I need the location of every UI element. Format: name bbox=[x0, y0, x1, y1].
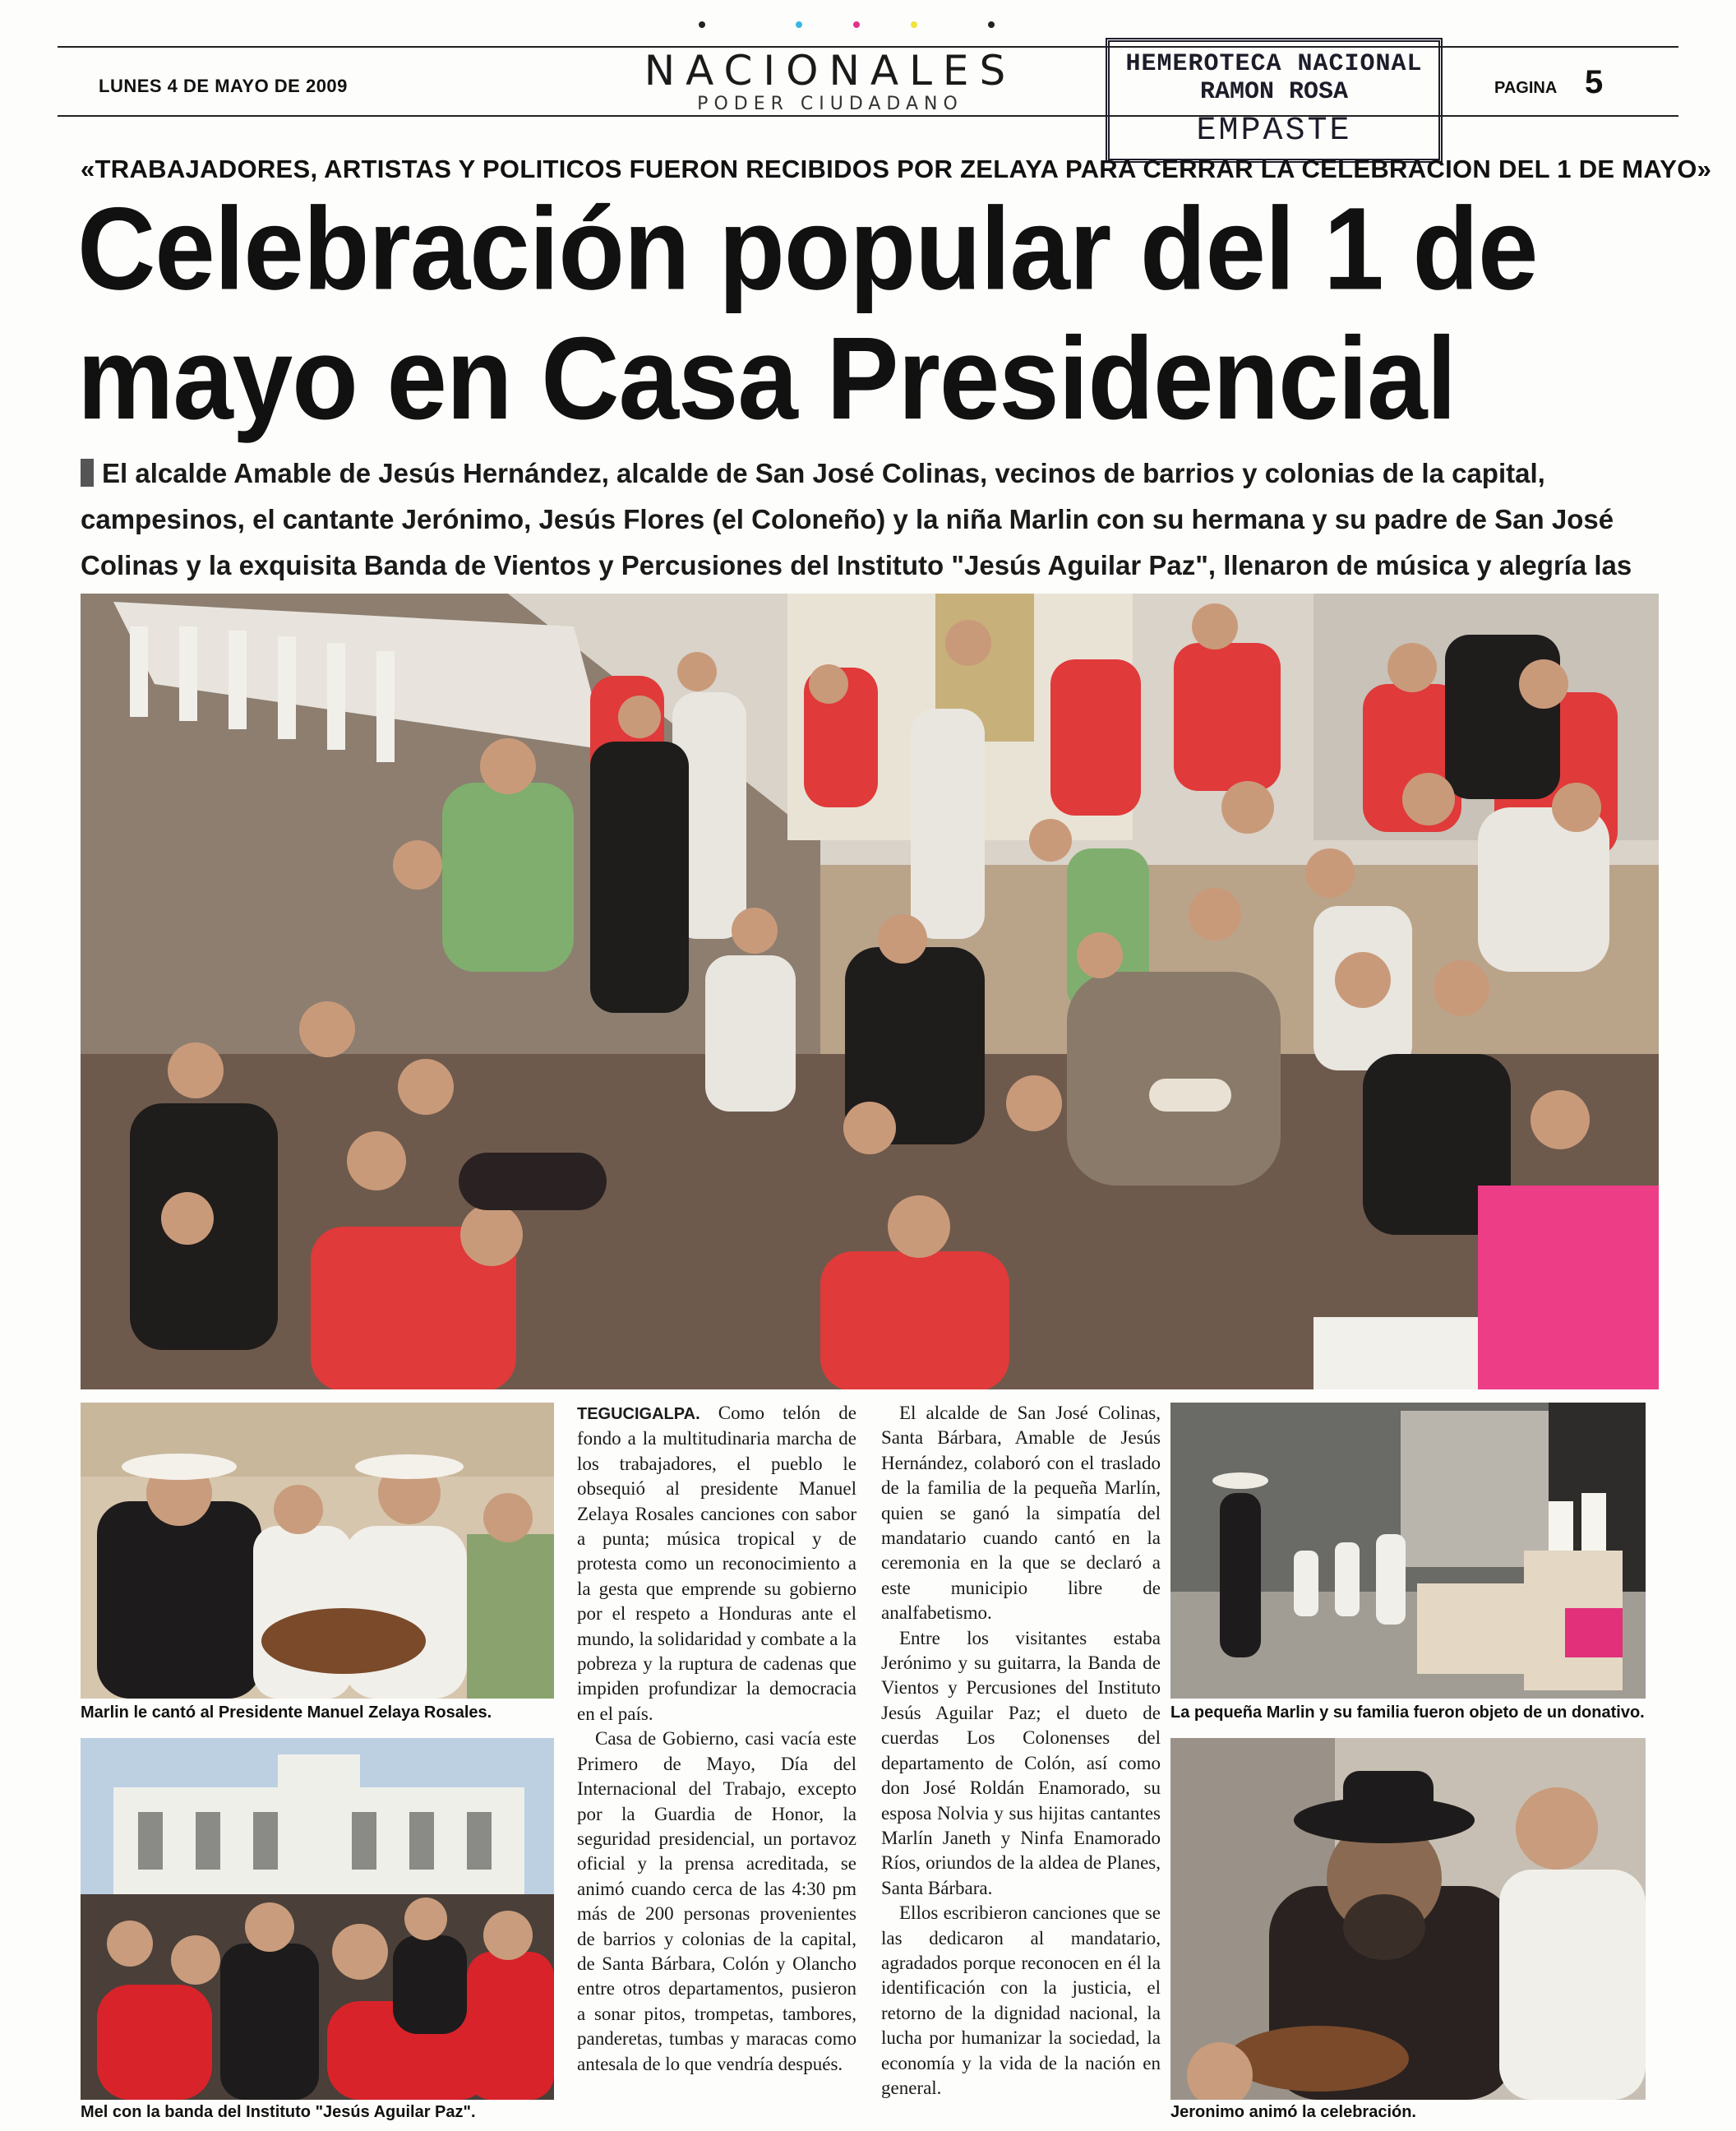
caption-left-top: Marlin le cantó al Presidente Manuel Zelaya Rosales. bbox=[81, 1703, 492, 1722]
section-title: NACIONALES bbox=[644, 47, 1017, 95]
page-label: PAGINA bbox=[1494, 79, 1558, 97]
section-header bbox=[641, 48, 1019, 114]
stamp-line: EMPASTE bbox=[1196, 113, 1352, 150]
registration-marks bbox=[699, 18, 995, 30]
section-subtitle: PODER CIUDADANO bbox=[697, 94, 963, 114]
article-paragraph: El alcalde de San José Colinas, Santa Bárbara, Amable de Jesús Hernández, colaboró con el traslado de la familia de la pequeña Marlín, quien se ganó la simpatía del mandatario cuando cantó en la ceremonia en la que se declaró a este municipio libre de analfabetismo. bbox=[881, 1403, 1161, 1624]
photo-band bbox=[81, 1738, 554, 2100]
headline: Celebración popular del 1 de mayo en Casa Presidencial bbox=[77, 183, 1538, 444]
article-paragraph: Entre los visitantes estaba Jerónimo y su guitarra, la Banda de Vientos y Percusiones del Instituto Jesús Aguilar Paz; el dueto de cuerdas Los Colonenses del departamento de Colón, así como don José Roldán Enamorado, su esposa Nolvia y sus hijitas cantantes Marlín Janeth y Ninfa Enamorado Ríos, oriundos de la aldea de Planes, Santa Bárbara. bbox=[881, 1627, 1161, 1898]
issue-date: LUNES 4 DE MAYO DE 2009 bbox=[99, 76, 348, 96]
deck-marker bbox=[81, 459, 94, 487]
kicker: «TRABAJADORES, ARTISTAS Y POLITICOS FUERON RECIBIDOS POR ZELAYA PARA CERRAR LA CELEBRACION DEL 1 DE MAYO» bbox=[81, 155, 1712, 183]
registration-dot bbox=[699, 21, 705, 28]
registration-dot bbox=[911, 21, 917, 28]
registration-dot bbox=[988, 21, 995, 28]
article-column-2 bbox=[881, 1401, 1161, 2101]
stamp-line: RAMON ROSA bbox=[1199, 78, 1349, 106]
caption-right-top: La pequeña Marlin y su familia fueron objeto de un donativo. bbox=[1170, 1703, 1645, 1722]
article-paragraph bbox=[577, 1401, 856, 1727]
stamp-line: HEMEROTECA NACIONAL bbox=[1125, 50, 1423, 78]
photo-marlin-family bbox=[1170, 1403, 1646, 1699]
registration-dot bbox=[853, 21, 860, 28]
archive-stamp bbox=[1106, 38, 1443, 163]
dateline: TEGUCIGALPA. bbox=[577, 1405, 700, 1423]
deck-text: El alcalde Amable de Jesús Hernández, alcalde de San José Colinas, vecinos de barrios y colonias de la capital, campesinos, el cantante Jerónimo, Jesús Flores (el Coloneño) y la niña Marlin con su hermana y su padre de San José Colinas y la exquisita Banda de Vientos y Percusiones del Instituto "Jesús Aguilar Paz", llenaron de música y alegría las bbox=[81, 458, 1632, 580]
page-number: 5 bbox=[1585, 64, 1604, 100]
photo-marlin-president bbox=[81, 1403, 554, 1699]
caption-left-bottom: Mel con la banda del Instituto "Jesús Aguilar Paz". bbox=[81, 2103, 476, 2121]
photo-jeronimo bbox=[1170, 1738, 1646, 2100]
main-photo bbox=[81, 594, 1659, 1389]
article-column-1 bbox=[577, 1401, 856, 2077]
article-paragraph: Ellos escribieron canciones que se las dedicaron al mandatario, agradados porque reconocen en él la identificación con la justicia, el retorno de la dignidad nacional, la lucha por humanizar la sociedad, la economía y la vida de la nación en general. bbox=[881, 1902, 1161, 2098]
caption-right-bottom: Jeronimo animó la celebración. bbox=[1170, 2103, 1416, 2121]
article-text: Como telón de fondo a la multitudinaria marcha de los trabajadores, el pueblo le obsequió al presidente Manuel Zelaya Rosales canciones con sabor a punta; música tropical y de protesta como un reconocimiento a la gesta que emprende su gobierno por el respeto a Honduras ante el mundo, la solidaridad y combate a la pobreza y la ruptura de cadenas que impiden profundizar la democracia en el país. bbox=[577, 1403, 856, 1724]
registration-dot bbox=[796, 21, 802, 28]
article-paragraph: Casa de Gobierno, casi vacía este Primero de Mayo, Día del Internacional del Trabajo, excepto por la Guardia de Honor, la seguridad presidencial, un portavoz oficial y la prensa acreditada, se animó cuando cerca de las 4:30 pm más de 200 personas provenientes de barrios y colonias de la capital, de Santa Bárbara, Colón y Olancho entre otros departamentos, pusieron a sonar pitos, trompetas, tambores, panderetas, tumbas y maracas como antesala de lo que vendría después. bbox=[577, 1728, 856, 2074]
